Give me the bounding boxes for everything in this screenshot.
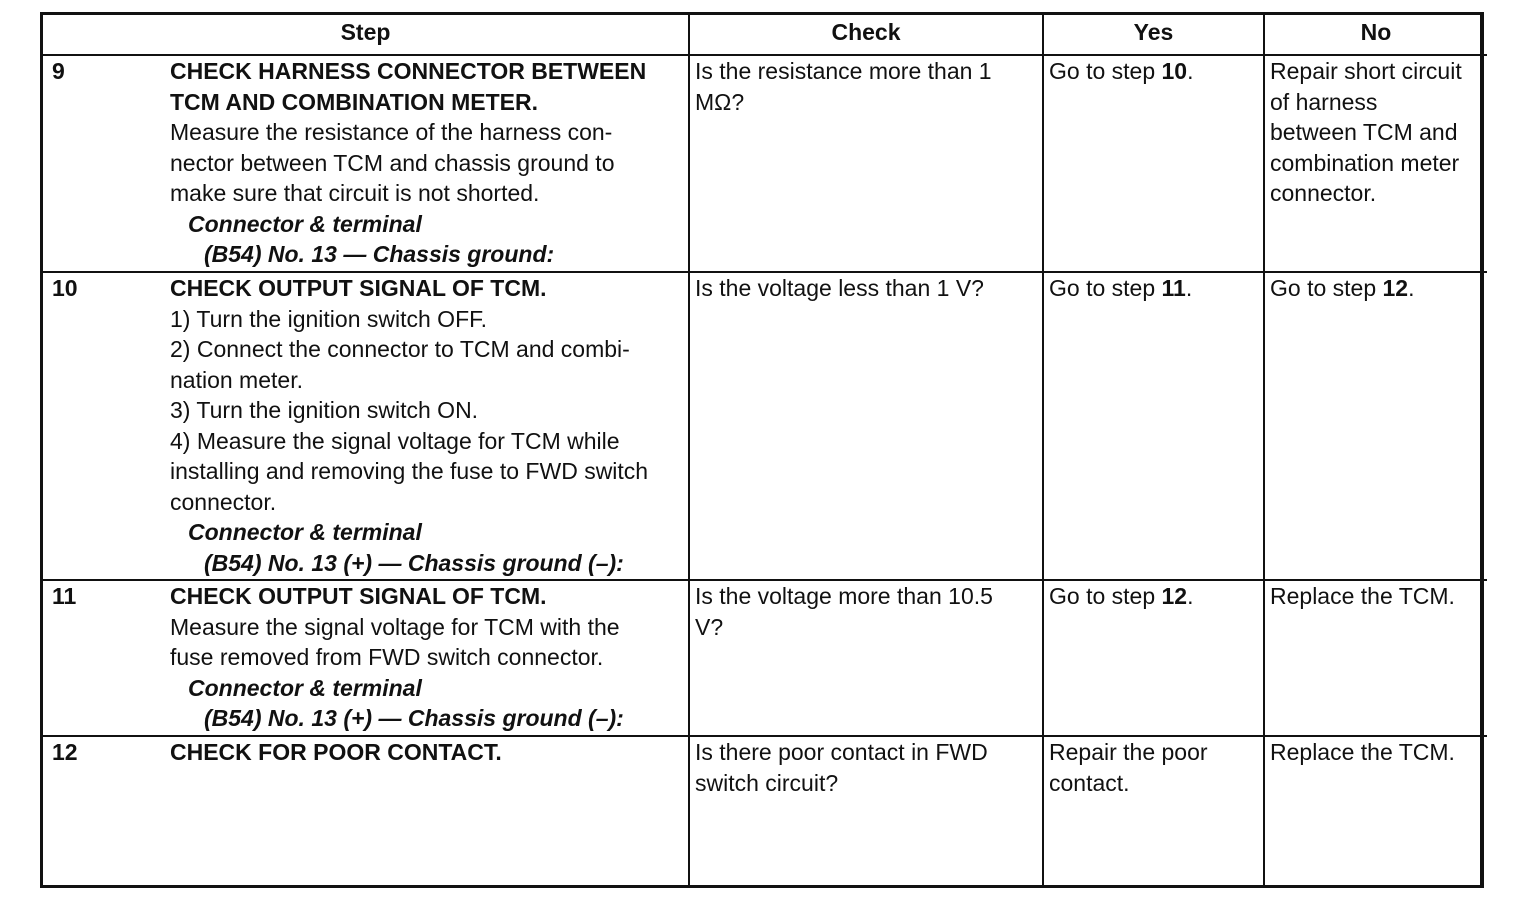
check-line: Is the resistance more than 1 <box>695 58 992 84</box>
yes-line: contact. <box>1049 769 1130 796</box>
no-cell <box>1264 272 1487 580</box>
step-description <box>170 737 688 768</box>
step-title-line: CHECK FOR POOR CONTACT. <box>170 739 502 765</box>
step-number: 9 <box>52 58 65 84</box>
connector-label: Connector & terminal <box>188 519 422 545</box>
yes-line: Repair the poor <box>1049 739 1208 765</box>
step-body-line: nector between TCM and chassis ground to <box>170 149 615 176</box>
table-row-step-10 <box>43 272 1487 580</box>
yes-step-ref: 10 <box>1161 58 1188 84</box>
connector-value: (B54) No. 13 (+) — Chassis ground (–): <box>204 549 624 576</box>
yes-text: Go to step <box>1049 275 1162 301</box>
procedure-sheet <box>40 12 1484 888</box>
yes-suffix: . <box>1187 583 1194 609</box>
step-body-line: make sure that circuit is not shorted. <box>170 180 540 206</box>
step-cell <box>43 55 689 272</box>
yes-suffix: . <box>1185 275 1193 301</box>
check-line: MΩ? <box>695 88 745 115</box>
connector-label: Connector & terminal <box>188 674 422 701</box>
no-text: Go to step <box>1270 275 1383 301</box>
check-line: Is there poor contact in FWD <box>695 739 988 765</box>
no-line: of harness <box>1270 88 1378 115</box>
no-step-ref: 12 <box>1382 275 1409 301</box>
table-row-step-11 <box>43 580 1487 736</box>
yes-text: Go to step <box>1049 58 1162 84</box>
step-title-line: CHECK HARNESS CONNECTOR BETWEEN <box>170 58 647 84</box>
step-body-line: connector. <box>170 488 277 515</box>
yes-text: Go to step <box>1049 583 1162 609</box>
step-cell <box>43 272 689 580</box>
column-header-step: Step <box>43 15 689 55</box>
yes-cell <box>1043 55 1264 272</box>
no-line: Replace the TCM. <box>1270 583 1455 609</box>
step-number: 11 <box>52 583 77 609</box>
column-header-yes: Yes <box>1043 15 1264 55</box>
step-number: 12 <box>52 739 78 765</box>
step-description <box>170 56 688 270</box>
check-line: Is the voltage less than 1 V? <box>695 275 984 301</box>
step-title-line: CHECK OUTPUT SIGNAL OF TCM. <box>170 275 547 301</box>
yes-step-ref: 11 <box>1161 275 1186 301</box>
yes-suffix: . <box>1187 58 1194 84</box>
step-body-line: 4) Measure the signal voltage for TCM while <box>170 427 620 454</box>
table-row-step-12 <box>43 736 1487 885</box>
no-cell <box>1264 580 1487 736</box>
connector-value: (B54) No. 13 (+) — Chassis ground (–): <box>204 705 624 731</box>
connector-label: Connector & terminal <box>188 210 422 237</box>
table-row-step-9 <box>43 55 1487 272</box>
step-title-line: TCM AND COMBINATION METER. <box>170 88 538 115</box>
check-cell <box>689 55 1043 272</box>
check-cell <box>689 580 1043 736</box>
no-line: combination meter <box>1270 149 1460 176</box>
step-title-line: CHECK OUTPUT SIGNAL OF TCM. <box>170 583 547 609</box>
yes-cell <box>1043 736 1264 885</box>
check-line: Is the voltage more than 10.5 <box>695 583 993 609</box>
step-cell <box>43 580 689 736</box>
table-header-row <box>43 15 1487 55</box>
step-cell <box>43 736 689 885</box>
step-body-line: nation meter. <box>170 366 303 393</box>
check-cell <box>689 272 1043 580</box>
step-body-line: Measure the signal voltage for TCM with the <box>170 613 620 640</box>
step-body-line: installing and removing the fuse to FWD switch <box>170 458 649 484</box>
no-line: Replace the TCM. <box>1270 739 1455 765</box>
yes-cell <box>1043 580 1264 736</box>
check-cell <box>689 736 1043 885</box>
yes-step-ref: 12 <box>1161 583 1188 609</box>
no-line: connector. <box>1270 180 1377 206</box>
no-line: Repair short circuit <box>1270 58 1462 84</box>
step-body-line: 2) Connect the connector to TCM and combi- <box>170 336 630 362</box>
step-body-line: Measure the resistance of the harness con- <box>170 119 613 145</box>
step-body-line: 1) Turn the ignition switch OFF. <box>170 305 488 332</box>
yes-cell <box>1043 272 1264 580</box>
column-header-check: Check <box>689 15 1043 55</box>
check-line: switch circuit? <box>695 769 839 796</box>
no-suffix: . <box>1408 275 1415 301</box>
no-line: between TCM and <box>1270 119 1458 145</box>
check-line: V? <box>695 613 724 640</box>
step-description <box>170 581 688 734</box>
connector-value: (B54) No. 13 — Chassis ground: <box>204 241 555 267</box>
no-cell <box>1264 736 1487 885</box>
step-body-line: 3) Turn the ignition switch ON. <box>170 397 479 423</box>
step-description <box>170 273 688 578</box>
diagnostic-procedure-table <box>43 15 1487 885</box>
no-cell <box>1264 55 1487 272</box>
step-number: 10 <box>52 275 78 301</box>
column-header-no: No <box>1264 15 1487 55</box>
step-body-line: fuse removed from FWD switch connector. <box>170 644 604 670</box>
